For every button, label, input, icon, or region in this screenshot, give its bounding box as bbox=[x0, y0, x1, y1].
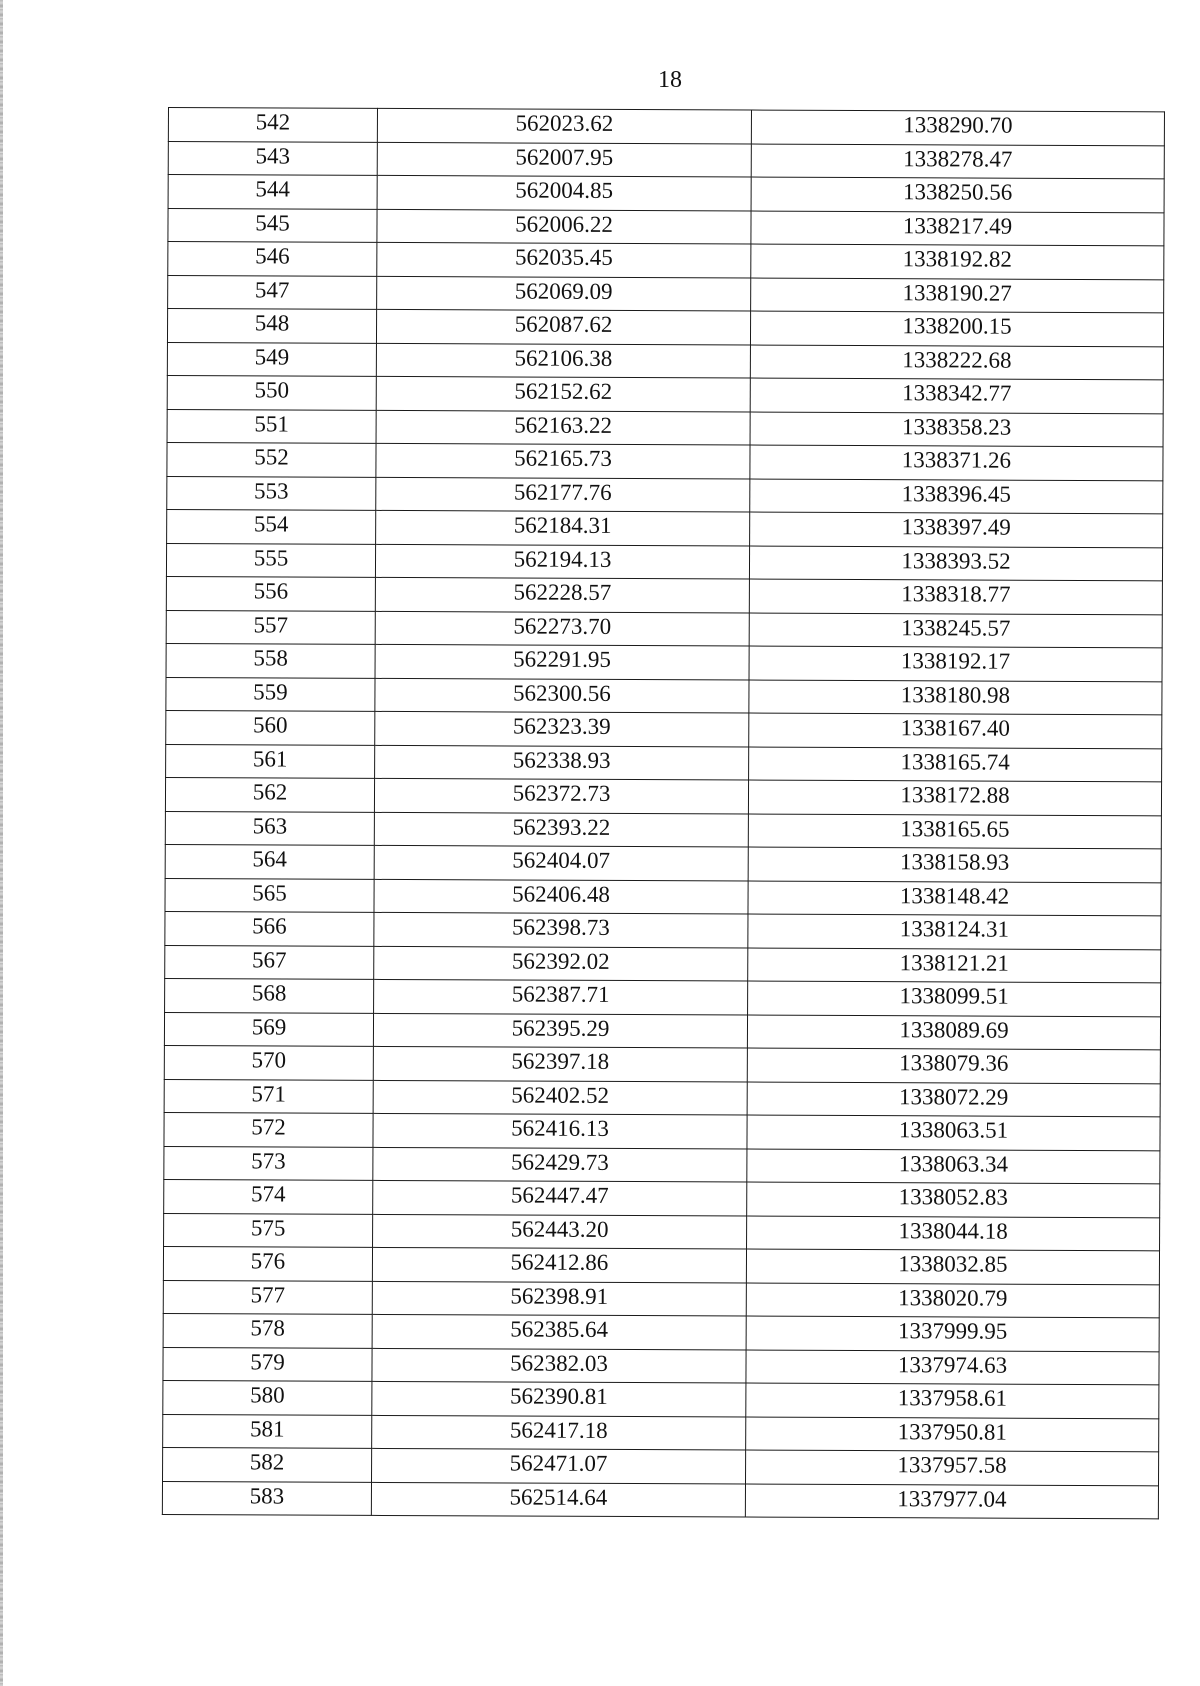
cell-text: 574 bbox=[250, 1181, 286, 1207]
y-coordinate-cell bbox=[751, 110, 1164, 145]
cell-text: 1338180.98 bbox=[900, 681, 1011, 708]
cell-text: 562416.13 bbox=[511, 1115, 609, 1141]
point-number-cell bbox=[165, 811, 374, 845]
cell-text: 1338192.17 bbox=[900, 648, 1011, 674]
x-coordinate-cell bbox=[375, 678, 749, 713]
x-coordinate-cell bbox=[375, 644, 749, 679]
point-number-cell bbox=[167, 509, 376, 543]
cell-text: 576 bbox=[250, 1248, 286, 1274]
cell-text: 542 bbox=[255, 109, 291, 135]
x-coordinate-cell bbox=[377, 209, 751, 244]
point-number-cell bbox=[168, 175, 377, 209]
cell-text: 562385.64 bbox=[510, 1316, 609, 1342]
point-number-cell bbox=[167, 409, 376, 443]
table-row bbox=[163, 1414, 1159, 1452]
point-number-cell bbox=[167, 309, 376, 343]
y-coordinate-cell bbox=[747, 1115, 1160, 1150]
point-number-cell bbox=[164, 1179, 373, 1213]
cell-text: 543 bbox=[255, 142, 291, 169]
x-coordinate-cell bbox=[376, 477, 750, 512]
table-row bbox=[164, 1112, 1160, 1150]
point-number-cell bbox=[164, 1112, 373, 1146]
point-number-cell bbox=[166, 543, 375, 577]
point-number-cell bbox=[165, 878, 374, 912]
cell-text: 563 bbox=[252, 812, 288, 839]
y-coordinate-cell bbox=[751, 244, 1164, 279]
table-row bbox=[165, 911, 1161, 949]
x-coordinate-cell bbox=[376, 410, 750, 445]
x-coordinate-cell bbox=[377, 108, 751, 143]
point-number-cell bbox=[163, 1313, 372, 1347]
cell-text: 562429.73 bbox=[510, 1149, 609, 1175]
y-coordinate-cell bbox=[746, 1350, 1159, 1385]
cell-text: 1338250.56 bbox=[902, 179, 1013, 205]
y-coordinate-cell bbox=[747, 1149, 1160, 1184]
table-row bbox=[163, 1380, 1159, 1418]
cell-text: 577 bbox=[250, 1281, 286, 1308]
x-coordinate-cell bbox=[376, 309, 750, 344]
point-number-cell bbox=[164, 1045, 373, 1079]
x-coordinate-cell bbox=[375, 611, 749, 646]
cell-text: 562 bbox=[252, 779, 288, 805]
cell-text: 1337957.58 bbox=[897, 1452, 1007, 1478]
cell-text: 1338148.42 bbox=[899, 882, 1010, 909]
cell-text: 1338121.21 bbox=[899, 949, 1009, 976]
point-number-cell bbox=[165, 978, 374, 1012]
y-coordinate-cell bbox=[746, 1283, 1159, 1318]
cell-text: 562323.39 bbox=[512, 713, 611, 739]
cell-text: 556 bbox=[253, 578, 289, 604]
point-number-cell bbox=[168, 108, 377, 142]
cell-text: 1338192.82 bbox=[902, 246, 1013, 272]
table-row bbox=[168, 175, 1164, 213]
point-number-cell bbox=[167, 375, 376, 409]
point-number-cell bbox=[168, 208, 377, 242]
cell-text: 559 bbox=[253, 678, 288, 705]
cell-text: 1338190.27 bbox=[902, 279, 1012, 306]
y-coordinate-cell bbox=[750, 378, 1163, 413]
cell-text: 583 bbox=[249, 1482, 285, 1509]
page-number: 18 bbox=[658, 67, 682, 93]
table-row bbox=[164, 1079, 1160, 1117]
cell-text: 562412.86 bbox=[510, 1249, 609, 1275]
cell-text: 554 bbox=[253, 511, 289, 537]
point-number-cell bbox=[163, 1280, 372, 1314]
point-number-cell bbox=[165, 911, 374, 945]
y-coordinate-cell bbox=[747, 1182, 1160, 1217]
table-row bbox=[168, 242, 1164, 280]
point-number-cell bbox=[168, 242, 377, 276]
cell-text: 1338099.51 bbox=[899, 983, 1009, 1009]
x-coordinate-cell bbox=[372, 1381, 746, 1416]
table-row bbox=[163, 1447, 1159, 1485]
y-coordinate-cell bbox=[748, 881, 1161, 916]
table-row bbox=[167, 342, 1163, 380]
y-coordinate-cell bbox=[749, 747, 1162, 782]
y-coordinate-cell bbox=[747, 1082, 1160, 1117]
cell-text: 562390.81 bbox=[509, 1383, 608, 1409]
cell-text: 562406.48 bbox=[512, 881, 611, 907]
cell-text: 562163.22 bbox=[514, 412, 613, 438]
point-number-cell bbox=[167, 342, 376, 376]
table-row bbox=[165, 945, 1161, 983]
x-coordinate-cell bbox=[372, 1314, 746, 1349]
point-number-cell bbox=[164, 1012, 373, 1046]
cell-text: 1338044.18 bbox=[898, 1217, 1008, 1244]
table-row bbox=[164, 1045, 1160, 1083]
x-coordinate-cell bbox=[373, 1046, 747, 1081]
cell-text: 551 bbox=[254, 410, 289, 437]
cell-text: 582 bbox=[249, 1449, 285, 1475]
cell-text: 562387.71 bbox=[511, 981, 610, 1007]
x-coordinate-cell bbox=[375, 544, 749, 579]
table-row bbox=[163, 1313, 1159, 1351]
x-coordinate-cell bbox=[376, 376, 750, 411]
x-coordinate-cell bbox=[373, 1080, 747, 1115]
cell-text: 562035.45 bbox=[514, 244, 613, 270]
x-coordinate-cell bbox=[373, 1113, 747, 1148]
cell-text: 581 bbox=[249, 1415, 285, 1442]
table-row bbox=[166, 543, 1162, 581]
x-coordinate-cell bbox=[377, 175, 751, 210]
cell-text: 1338124.31 bbox=[899, 916, 1010, 942]
cell-text: 569 bbox=[251, 1013, 287, 1040]
cell-text: 562398.73 bbox=[511, 914, 610, 940]
table-row bbox=[166, 744, 1162, 782]
table-row bbox=[162, 1481, 1158, 1519]
x-coordinate-cell bbox=[375, 577, 749, 612]
table-row bbox=[164, 1179, 1160, 1217]
cell-text: 1338167.40 bbox=[900, 715, 1010, 741]
cell-text: 1337974.63 bbox=[897, 1351, 1008, 1378]
cell-text: 1338393.52 bbox=[901, 547, 1011, 574]
point-number-cell bbox=[166, 576, 375, 610]
point-number-cell bbox=[167, 442, 376, 476]
y-coordinate-cell bbox=[748, 914, 1161, 949]
x-coordinate-cell bbox=[375, 745, 749, 780]
y-coordinate-cell bbox=[750, 479, 1163, 514]
x-coordinate-cell bbox=[372, 1415, 746, 1450]
cell-text: 570 bbox=[251, 1047, 287, 1073]
cell-text: 1338222.68 bbox=[902, 346, 1012, 373]
x-coordinate-cell bbox=[374, 979, 748, 1014]
x-coordinate-cell bbox=[372, 1448, 746, 1483]
x-coordinate-cell bbox=[374, 812, 748, 847]
point-number-cell bbox=[164, 1079, 373, 1113]
point-number-cell bbox=[166, 744, 375, 778]
x-coordinate-cell bbox=[373, 1147, 747, 1182]
cell-text: 562338.93 bbox=[512, 747, 611, 773]
table-row bbox=[167, 476, 1163, 514]
cell-text: 1338397.49 bbox=[901, 514, 1011, 540]
cell-text: 546 bbox=[255, 243, 290, 269]
y-coordinate-cell bbox=[747, 1048, 1160, 1083]
cell-text: 562392.02 bbox=[511, 948, 610, 974]
cell-text: 1338358.23 bbox=[901, 413, 1012, 440]
point-number-cell bbox=[164, 1213, 373, 1247]
y-coordinate-cell bbox=[750, 412, 1163, 447]
point-number-cell bbox=[166, 710, 375, 744]
table-row bbox=[166, 677, 1162, 715]
point-number-cell bbox=[166, 610, 375, 644]
table-row bbox=[163, 1246, 1159, 1284]
table-row bbox=[168, 275, 1164, 313]
point-number-cell bbox=[167, 476, 376, 510]
x-coordinate-cell bbox=[377, 242, 751, 277]
cell-text: 579 bbox=[250, 1348, 285, 1375]
x-coordinate-cell bbox=[372, 1348, 746, 1383]
table-row bbox=[167, 509, 1163, 547]
cell-text: 1338371.26 bbox=[901, 447, 1012, 473]
cell-text: 552 bbox=[254, 444, 289, 470]
cell-text: 575 bbox=[250, 1214, 286, 1241]
cell-text: 564 bbox=[252, 846, 288, 872]
point-number-cell bbox=[165, 844, 374, 878]
cell-text: 566 bbox=[252, 913, 287, 939]
cell-text: 548 bbox=[254, 310, 290, 336]
table-row bbox=[168, 208, 1164, 246]
cell-text: 562152.62 bbox=[514, 378, 613, 404]
cell-text: 562177.76 bbox=[513, 479, 612, 505]
cell-text: 562007.95 bbox=[515, 144, 614, 170]
cell-text: 1338165.74 bbox=[900, 748, 1010, 775]
y-coordinate-cell bbox=[747, 1015, 1160, 1050]
cell-text: 562291.95 bbox=[513, 646, 612, 672]
point-number-cell bbox=[163, 1347, 372, 1381]
y-coordinate-cell bbox=[748, 847, 1161, 882]
cell-text: 561 bbox=[252, 745, 288, 772]
cell-text: 562395.29 bbox=[511, 1015, 610, 1041]
cell-text: 553 bbox=[254, 477, 289, 504]
y-coordinate-cell bbox=[751, 211, 1164, 246]
table-row bbox=[168, 141, 1164, 179]
cell-text: 562006.22 bbox=[515, 211, 613, 237]
x-coordinate-cell bbox=[374, 946, 748, 981]
cell-text: 547 bbox=[254, 276, 290, 303]
y-coordinate-cell bbox=[749, 646, 1162, 681]
coordinate-table-container bbox=[162, 107, 1164, 1519]
cell-text: 567 bbox=[251, 946, 287, 973]
x-coordinate-cell bbox=[373, 1013, 747, 1048]
table-row bbox=[167, 442, 1163, 480]
cell-text: 1337950.81 bbox=[897, 1418, 1007, 1445]
coordinate-table-body bbox=[162, 108, 1164, 1519]
cell-text: 562447.47 bbox=[510, 1182, 609, 1208]
table-row bbox=[168, 108, 1164, 146]
table-row bbox=[167, 409, 1163, 447]
cell-text: 1338079.36 bbox=[899, 1050, 1009, 1076]
y-coordinate-cell bbox=[746, 1316, 1159, 1351]
cell-text: 560 bbox=[253, 712, 288, 738]
cell-text: 562087.62 bbox=[514, 311, 613, 337]
cell-text: 562471.07 bbox=[509, 1450, 608, 1476]
table-row bbox=[165, 777, 1161, 815]
cell-text: 1338396.45 bbox=[901, 480, 1012, 507]
point-number-cell bbox=[166, 677, 375, 711]
table-row bbox=[167, 309, 1163, 347]
y-coordinate-cell bbox=[749, 713, 1162, 748]
y-coordinate-cell bbox=[749, 546, 1162, 581]
cell-text: 562382.03 bbox=[510, 1350, 608, 1376]
cell-text: 562184.31 bbox=[513, 512, 612, 538]
cell-text: 1337977.04 bbox=[897, 1485, 1007, 1512]
y-coordinate-cell bbox=[748, 814, 1161, 849]
x-coordinate-cell bbox=[374, 778, 748, 813]
table-row bbox=[166, 576, 1162, 614]
y-coordinate-cell bbox=[745, 1484, 1158, 1519]
table-row bbox=[165, 811, 1161, 849]
cell-text: 544 bbox=[255, 176, 290, 202]
x-coordinate-cell bbox=[376, 510, 750, 545]
x-coordinate-cell bbox=[376, 343, 750, 378]
cell-text: 573 bbox=[251, 1147, 286, 1174]
y-coordinate-cell bbox=[748, 780, 1161, 815]
x-coordinate-cell bbox=[372, 1247, 746, 1282]
y-coordinate-cell bbox=[750, 512, 1163, 547]
x-coordinate-cell bbox=[377, 142, 751, 177]
coordinate-table bbox=[162, 107, 1165, 1519]
cell-text: 1338290.70 bbox=[903, 112, 1013, 138]
y-coordinate-cell bbox=[747, 1216, 1160, 1251]
table-row bbox=[165, 978, 1161, 1016]
cell-text: 562398.91 bbox=[510, 1283, 609, 1309]
x-coordinate-cell bbox=[374, 845, 748, 880]
y-coordinate-cell bbox=[746, 1417, 1159, 1452]
cell-text: 558 bbox=[253, 645, 288, 671]
x-coordinate-cell bbox=[375, 711, 749, 746]
point-number-cell bbox=[162, 1481, 371, 1515]
y-coordinate-cell bbox=[746, 1249, 1159, 1284]
cell-text: 562273.70 bbox=[513, 613, 612, 639]
y-coordinate-cell bbox=[751, 278, 1164, 313]
cell-text: 1338020.79 bbox=[898, 1284, 1008, 1311]
cell-text: 562004.85 bbox=[515, 177, 614, 203]
cell-text: 562372.73 bbox=[512, 780, 611, 806]
cell-text: 562443.20 bbox=[510, 1216, 609, 1242]
cell-text: 580 bbox=[250, 1382, 285, 1408]
cell-text: 571 bbox=[251, 1080, 287, 1107]
cell-text: 545 bbox=[255, 209, 290, 236]
cell-text: 562069.09 bbox=[514, 278, 613, 304]
cell-text: 562165.73 bbox=[514, 445, 612, 471]
x-coordinate-cell bbox=[371, 1482, 745, 1517]
point-number-cell bbox=[166, 643, 375, 677]
scan-edge bbox=[0, 0, 3, 1686]
cell-text: 557 bbox=[253, 611, 289, 638]
table-row bbox=[166, 610, 1162, 648]
y-coordinate-cell bbox=[750, 311, 1163, 346]
cell-text: 1338318.77 bbox=[901, 581, 1011, 607]
point-number-cell bbox=[168, 275, 377, 309]
x-coordinate-cell bbox=[374, 879, 748, 914]
cell-text: 562417.18 bbox=[509, 1417, 608, 1443]
y-coordinate-cell bbox=[750, 345, 1163, 380]
cell-text: 1338245.57 bbox=[901, 614, 1011, 641]
point-number-cell bbox=[163, 1414, 372, 1448]
cell-text: 1338165.65 bbox=[900, 815, 1010, 842]
table-row bbox=[163, 1347, 1159, 1385]
x-coordinate-cell bbox=[372, 1281, 746, 1316]
cell-text: 562404.07 bbox=[512, 847, 611, 873]
cell-text: 565 bbox=[252, 879, 287, 906]
cell-text: 549 bbox=[254, 343, 290, 370]
cell-text: 1337958.61 bbox=[897, 1385, 1008, 1411]
cell-text: 562106.38 bbox=[514, 345, 613, 371]
x-coordinate-cell bbox=[374, 912, 748, 947]
cell-text: 1338063.51 bbox=[898, 1117, 1009, 1143]
x-coordinate-cell bbox=[376, 443, 750, 478]
cell-text: 1338063.34 bbox=[898, 1150, 1009, 1177]
cell-text: 562402.52 bbox=[511, 1082, 610, 1108]
cell-text: 550 bbox=[254, 377, 290, 403]
cell-text: 1337999.95 bbox=[897, 1318, 1008, 1344]
cell-text: 562023.62 bbox=[515, 110, 614, 136]
cell-text: 568 bbox=[251, 980, 287, 1006]
x-coordinate-cell bbox=[373, 1180, 747, 1215]
point-number-cell bbox=[165, 777, 374, 811]
y-coordinate-cell bbox=[751, 144, 1164, 179]
y-coordinate-cell bbox=[749, 613, 1162, 648]
y-coordinate-cell bbox=[749, 680, 1162, 715]
y-coordinate-cell bbox=[748, 981, 1161, 1016]
cell-text: 578 bbox=[250, 1315, 285, 1341]
table-row bbox=[164, 1146, 1160, 1184]
cell-text: 562514.64 bbox=[509, 1484, 608, 1510]
cell-text: 1338072.29 bbox=[899, 1083, 1009, 1110]
cell-text: 562393.22 bbox=[512, 814, 611, 840]
cell-text: 562228.57 bbox=[513, 579, 612, 605]
cell-text: 1338089.69 bbox=[899, 1016, 1009, 1043]
point-number-cell bbox=[165, 945, 374, 979]
cell-text: 555 bbox=[253, 544, 289, 571]
cell-text: 1338278.47 bbox=[903, 145, 1013, 172]
table-row bbox=[166, 643, 1162, 681]
point-number-cell bbox=[163, 1447, 372, 1481]
cell-text: 562194.13 bbox=[513, 546, 612, 572]
cell-text: 1338052.83 bbox=[898, 1184, 1008, 1210]
y-coordinate-cell bbox=[750, 445, 1163, 480]
point-number-cell bbox=[164, 1146, 373, 1180]
cell-text: 572 bbox=[251, 1114, 286, 1140]
y-coordinate-cell bbox=[749, 579, 1162, 614]
point-number-cell bbox=[168, 141, 377, 175]
table-row bbox=[167, 375, 1163, 413]
table-row bbox=[164, 1213, 1160, 1251]
table-row bbox=[165, 878, 1161, 916]
point-number-cell bbox=[163, 1380, 372, 1414]
x-coordinate-cell bbox=[373, 1214, 747, 1249]
point-number-cell bbox=[163, 1246, 372, 1280]
cell-text: 1338158.93 bbox=[900, 849, 1010, 875]
y-coordinate-cell bbox=[746, 1383, 1159, 1418]
table-row bbox=[166, 710, 1162, 748]
cell-text: 1338342.77 bbox=[902, 380, 1012, 406]
table-row bbox=[165, 844, 1161, 882]
table-row bbox=[163, 1280, 1159, 1318]
cell-text: 562397.18 bbox=[511, 1048, 610, 1074]
cell-text: 1338032.85 bbox=[898, 1251, 1008, 1277]
cell-text: 1338217.49 bbox=[902, 212, 1013, 239]
y-coordinate-cell bbox=[745, 1450, 1158, 1485]
y-coordinate-cell bbox=[751, 177, 1164, 212]
x-coordinate-cell bbox=[377, 276, 751, 311]
cell-text: 1338172.88 bbox=[900, 782, 1010, 808]
cell-text: 562300.56 bbox=[513, 680, 611, 706]
y-coordinate-cell bbox=[748, 948, 1161, 983]
table-row bbox=[164, 1012, 1160, 1050]
cell-text: 1338200.15 bbox=[902, 313, 1012, 339]
